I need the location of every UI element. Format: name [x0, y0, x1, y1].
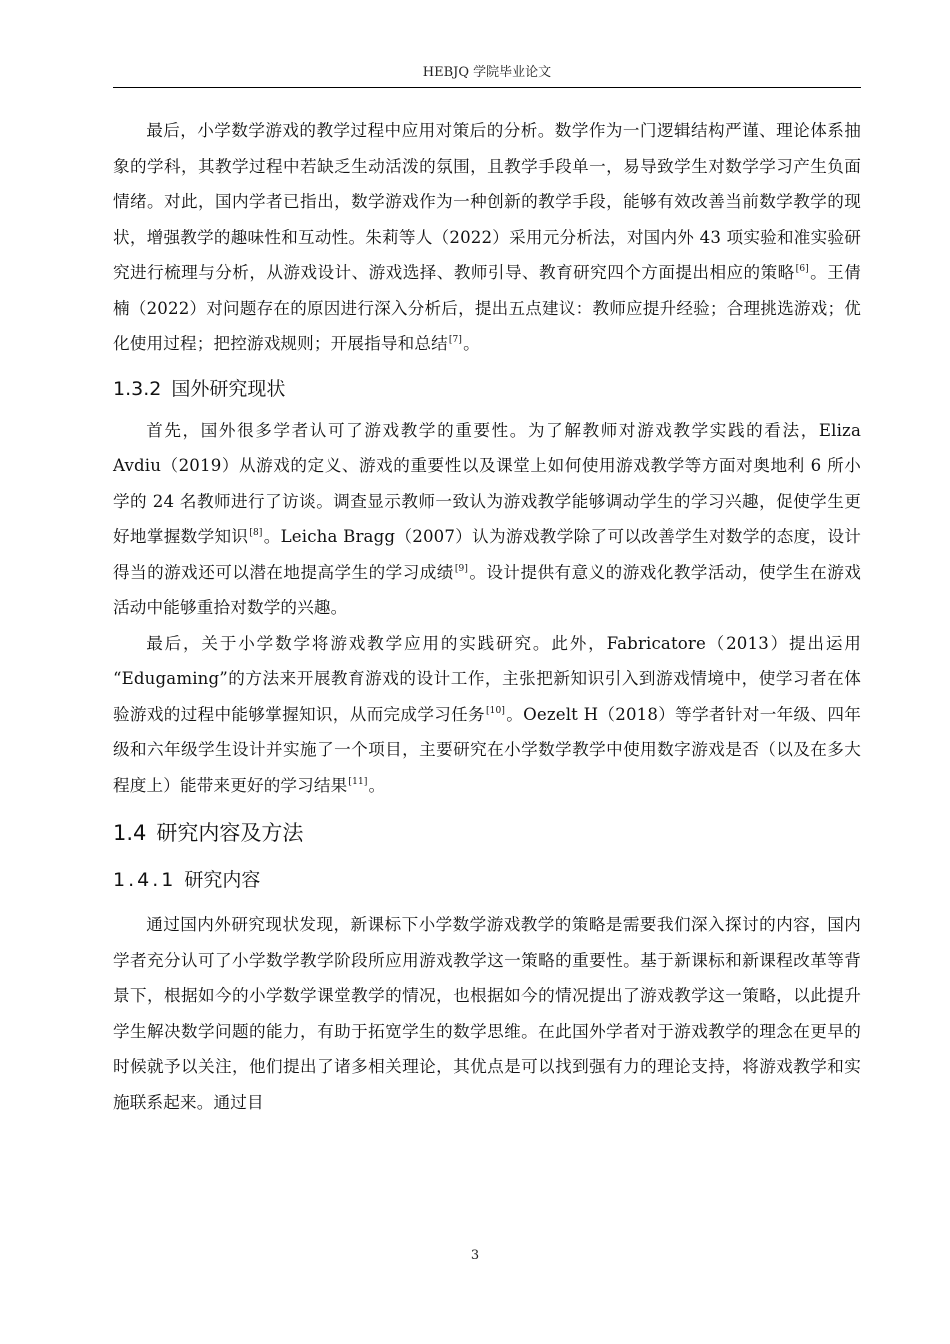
page-body	[113, 113, 861, 1120]
section-number: 1.4	[113, 821, 147, 845]
section-number: 1.4.1	[113, 869, 177, 891]
header-rule	[113, 87, 861, 88]
paragraph-text: 。	[368, 775, 386, 795]
section-title: 研究内容及方法	[156, 821, 304, 845]
paragraph-text: 最后，小学数学游戏的教学过程中应用对策后的分析。数学作为一门逻辑结构严谨、理论体系抽象的学科，其教学过程中若缺乏生动活泼的氛围，且教学手段单一，易导致学生对数学学习产生负面情绪。对此，国内学者已指出，数学游戏作为一种创新的教学手段，能够有效改善当前数学教学的现状，增强教学的趣味性和互动性。朱莉等人（2022）采用元分析法，对国内外 43 项实验和准实验研究进行梳理与分析，从游戏设计、游戏选择、教师引导、教育研究四个方面提出相应的策略	[113, 121, 861, 282]
section-number: 1.3.2	[113, 377, 162, 400]
paragraph-text: 。王倩楠（2022）对问题存在的原因进行深入分析后，提出五点建议：教师应提升经验；合理挑选游戏；优化使用过程；把控游戏规则；开展指导和总结	[113, 263, 862, 353]
citation: [8]	[249, 528, 263, 538]
page-number: 3	[470, 1248, 480, 1263]
paragraph-foreign-practice	[113, 626, 861, 804]
paragraph-domestic-strategies	[113, 113, 861, 362]
citation: [10]	[485, 705, 506, 716]
paragraph-text: 。	[463, 334, 480, 353]
citation: [7]	[448, 335, 463, 345]
paragraph-foreign-importance	[113, 413, 861, 626]
section-heading-1-3-2	[113, 362, 861, 413]
paragraph-text: 。Oezelt H（2018）等学者针对一年级、四年级和六年级学生设计并实施了一个项目，主要研究在小学数学教学中使用数字游戏是否（以及在多大程度上）能带来更好的学习结果	[113, 704, 861, 795]
section-heading-1-4-1	[113, 861, 861, 907]
paragraph-research-content: 通过国内外研究现状发现，新课标下小学数学游戏教学的策略是需要我们深入探讨的内容，国内学者充分认可了小学数学教学阶段所应用游戏教学这一策略的重要性。基于新课标和新课程改革等背景下，根据如今的小学数学课堂教学的情况，也根据如今的情况提出了游戏教学这一策略，以此提升学生解决数学问题的能力，有助于拓宽学生的数学思维。在此国外学者对于游戏教学的理念在更早的时候就予以关注，他们提出了诸多相关理论，其优点是可以找到强有力的理论支持，将游戏教学和实施联系起来。通过目	[113, 915, 861, 1112]
citation: [11]	[348, 776, 368, 787]
paragraph-text: 。设计提供有意义的游戏化教学活动，使学生在游戏活动中能够重拾对数学的兴趣。	[113, 562, 862, 617]
citation: [6]	[795, 264, 809, 274]
section-title: 国外研究现状	[171, 377, 286, 400]
paragraph-text: 首先，国外很多学者认可了游戏教学的重要性。为了解教师对游戏教学实践的看法，Eliza Avdiu（2019）从游戏的定义、游戏的重要性以及课堂上如何使用游戏教学等方面对奥地利 6 所小学的 24 名教师进行了访谈。调查显示教师一致认为游戏教学能够调动学生的学习兴趣，促使学生更好地掌握数学知识	[113, 420, 861, 546]
section-heading-1-4	[113, 803, 861, 861]
paragraph-text: 最后，关于小学数学将游戏教学应用的实践研究。此外，Fabricatore（2013）提出运用 “Edugaming”的方法来开展教育游戏的设计工作，主张把新知识引入到游戏情境中，使学习者在体验游戏的过程中能够掌握知识，从而完成学习任务	[113, 633, 861, 724]
citation: [9]	[454, 563, 469, 574]
section-title: 研究内容	[184, 869, 261, 891]
page-header: HEBJQ 学院毕业论文	[422, 65, 552, 80]
paragraph-text: 。Leicha Bragg（2007）认为游戏教学除了可以改善学生对数学的态度，设计得当的游戏还可以潜在地提高学生的学习成绩	[113, 527, 862, 582]
